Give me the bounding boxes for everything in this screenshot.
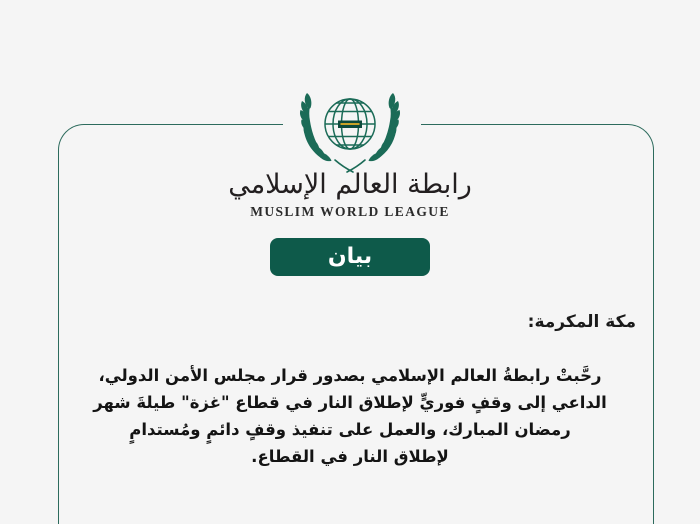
dateline: مكة المكرمة: [527,312,636,332]
muslim-world-league-globe-wreath-emblem [291,82,409,174]
wordmark-arabic: رابطة العالم الإسلامي [228,169,472,200]
statement-badge-container [0,238,700,276]
status-badge: بيان [270,238,430,276]
body-line: رمضان المبارك، والعمل على تنفيذ وقفٍ دائمٍ ومُستدامٍ [129,420,571,439]
statement-body [78,362,622,470]
body-line: رحَّبتْ رابطةُ العالم الإسلامي بصدور قرار مجلس الأمن الدولي، [98,366,602,385]
body-line: الداعي إلى وقفٍ فوريٍّ لإطلاق النار في قطاع "غزة" طيلةَ شهر [93,393,607,412]
wordmark [0,168,700,220]
body-line: لإطلاق النار في القطاع. [251,447,449,466]
wordmark-english: MUSLIM WORLD LEAGUE [250,204,450,219]
